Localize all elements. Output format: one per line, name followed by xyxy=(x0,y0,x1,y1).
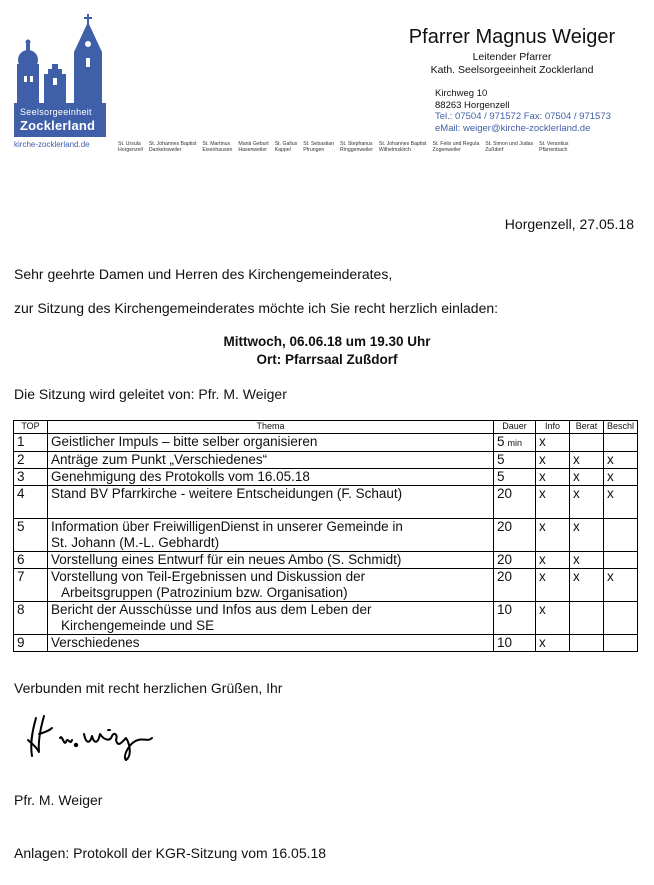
agenda-top: 1 xyxy=(14,434,48,452)
agenda-info: x xyxy=(536,635,570,652)
logo-wordmark xyxy=(14,103,106,137)
agenda-info: x xyxy=(536,602,570,635)
parish-item xyxy=(539,141,568,153)
signature-name: Pfr. M. Weiger xyxy=(14,792,103,808)
agenda-row xyxy=(14,635,638,652)
agenda-berat xyxy=(570,434,604,452)
agenda-thema xyxy=(48,552,494,569)
address-phone: Tel.: 07504 / 971572 Fax: 07504 / 971573 xyxy=(435,111,611,122)
parish-item xyxy=(118,141,143,153)
agenda-dauer xyxy=(494,486,536,519)
agenda-thema xyxy=(48,434,494,452)
agenda-thema xyxy=(48,519,494,552)
handwritten-signature xyxy=(26,712,156,762)
agenda-dauer xyxy=(494,452,536,469)
agenda-thema xyxy=(48,635,494,652)
closing-text: Verbunden mit recht herzlichen Grüßen, Ihr xyxy=(14,680,283,696)
parish-saint: Mariä Geburt xyxy=(238,141,269,147)
agenda-top: 9 xyxy=(14,635,48,652)
agenda-berat: x xyxy=(570,552,604,569)
header-thema: Thema xyxy=(48,421,494,434)
agenda-beschl xyxy=(604,434,638,452)
agenda-dauer-value: 20 xyxy=(497,486,513,501)
parish-item xyxy=(340,141,373,153)
agenda-thema xyxy=(48,452,494,469)
agenda-beschl: x xyxy=(604,452,638,469)
agenda-info: x xyxy=(536,552,570,569)
logo-line2: Zocklerland xyxy=(20,118,96,133)
parish-place: Ringgenweiler xyxy=(340,147,373,153)
agenda-beschl: x xyxy=(604,469,638,486)
parish-item xyxy=(379,141,427,153)
agenda-thema-line: Arbeitsgruppen (Patrozinium bzw. Organisation) xyxy=(61,585,348,600)
agenda-thema-line: Information über FreiwilligenDienst in unserer Gemeinde in xyxy=(51,519,403,534)
parish-saint: St. Stephanus xyxy=(340,141,373,147)
logo-url[interactable]: kirche-zocklerland.de xyxy=(14,140,90,149)
agenda-thema-line: Vorstellung von Teil-Ergebnissen und Diskussion der xyxy=(51,569,366,584)
agenda-thema-line: Geistlicher Impuls – bitte selber organisieren xyxy=(51,434,318,449)
agenda-info: x xyxy=(536,469,570,486)
agenda-dauer-value: 10 xyxy=(497,635,513,650)
agenda-row xyxy=(14,519,638,552)
address-email[interactable]: eMail: weiger@kirche-zocklerland.de xyxy=(435,122,591,134)
sender-name: Pfarrer Magnus Weiger xyxy=(408,26,616,48)
agenda-dauer-value: 5 xyxy=(497,434,505,449)
agenda-dauer-value: 5 xyxy=(497,452,505,467)
agenda-berat: x xyxy=(570,469,604,486)
agenda-dauer-value: 10 xyxy=(497,602,513,617)
agenda-dauer-value: 20 xyxy=(497,519,513,534)
address-street: Kirchweg 10 xyxy=(435,88,488,99)
agenda-top: 7 xyxy=(14,569,48,602)
parish-saint: St. Ursula xyxy=(118,141,141,147)
parish-item xyxy=(149,141,197,153)
agenda-header-row xyxy=(14,421,638,434)
agenda-info: x xyxy=(536,486,570,519)
agenda-body xyxy=(14,434,638,652)
agenda-top: 6 xyxy=(14,552,48,569)
agenda-dauer-value: 20 xyxy=(497,552,513,567)
agenda-dauer-value: 20 xyxy=(497,569,513,584)
agenda-thema xyxy=(48,569,494,602)
header-top: TOP xyxy=(14,421,48,434)
agenda-row xyxy=(14,434,638,452)
parish-place: Zußdorf xyxy=(485,147,504,153)
sender-role: Leitender Pfarrer xyxy=(472,51,552,63)
sender-unit: Kath. Seelsorgeeinheit Zocklerland xyxy=(430,64,594,76)
parish-place: Zogenweiler xyxy=(432,147,461,153)
parish-place: Horgenzell xyxy=(118,147,143,153)
agenda-row xyxy=(14,602,638,635)
agenda-top: 8 xyxy=(14,602,48,635)
agenda-dauer xyxy=(494,552,536,569)
meeting-time: Mittwoch, 06.06.18 um 19.30 Uhr xyxy=(223,334,431,349)
agenda-thema-line: Verschiedenes xyxy=(51,635,140,650)
agenda-dauer-unit: min xyxy=(507,438,523,448)
meeting-location: Ort: Pfarrsaal Zußdorf xyxy=(256,352,398,367)
intro-text: zur Sitzung des Kirchengemeinderates möchte ich Sie recht herzlich einladen: xyxy=(14,300,499,316)
agenda-beschl xyxy=(604,519,638,552)
agenda-thema-line: Genehmigung des Protokolls vom 16.05.18 xyxy=(51,469,310,484)
agenda-thema-line: Vorstellung eines Entwurf für ein neues Ambo (S. Schmidt) xyxy=(51,552,402,567)
logo xyxy=(14,14,109,149)
agenda-dauer xyxy=(494,434,536,452)
agenda-dauer xyxy=(494,569,536,602)
parish-place: Wilhelmskirch xyxy=(378,147,411,153)
letter-date: Horgenzell, 27.05.18 xyxy=(504,216,634,232)
parish-saint: St. Verantius xyxy=(539,141,569,147)
agenda-thema xyxy=(48,602,494,635)
agenda-berat: x xyxy=(570,452,604,469)
agenda-dauer xyxy=(494,519,536,552)
logo-line1: Seelsorgeeinheit xyxy=(20,107,92,117)
parish-saint: St. Felix und Regula xyxy=(432,141,480,147)
agenda-dauer xyxy=(494,635,536,652)
agenda-beschl xyxy=(604,602,638,635)
attachments-text: Anlagen: Protokoll der KGR-Sitzung vom 16.05.18 xyxy=(14,845,327,861)
parish-place: Pfärrenbach xyxy=(539,147,568,153)
agenda-row xyxy=(14,569,638,602)
parish-place: Danketsweiler xyxy=(148,147,182,153)
parish-list xyxy=(118,141,569,153)
parish-saint: St. Gallus xyxy=(274,141,298,147)
church-logo-icon xyxy=(14,14,106,104)
agenda-berat: x xyxy=(570,519,604,552)
parish-item xyxy=(433,141,480,153)
header-info: Info xyxy=(536,421,570,434)
parish-item xyxy=(303,141,334,153)
agenda-berat xyxy=(570,602,604,635)
sender-block xyxy=(392,26,632,76)
parish-item xyxy=(238,141,268,153)
agenda-thema-line: Anträge zum Punkt „Verschiedenes“ xyxy=(51,452,268,467)
address-city: 88263 Horgenzell xyxy=(435,99,510,111)
parish-item xyxy=(485,141,533,153)
agenda-row xyxy=(14,552,638,569)
agenda-berat: x xyxy=(570,486,604,519)
agenda-berat xyxy=(570,635,604,652)
agenda-dauer xyxy=(494,602,536,635)
agenda-info: x xyxy=(536,569,570,602)
agenda-thema-line: Kirchengemeinde und SE xyxy=(61,618,215,633)
sender-address xyxy=(435,88,611,134)
parish-saint: St. Martinus xyxy=(202,141,231,147)
agenda-thema-line: Stand BV Pfarrkirche - weitere Entscheidungen (F. Schaut) xyxy=(51,486,403,501)
agenda-top: 4 xyxy=(14,486,48,519)
parish-place: Hasenweiler xyxy=(238,147,267,153)
agenda-thema xyxy=(48,486,494,519)
agenda-info: x xyxy=(536,452,570,469)
header-dauer: Dauer xyxy=(494,421,536,434)
agenda-thema xyxy=(48,469,494,486)
parish-saint: St. Simon und Judas xyxy=(485,141,534,147)
header-berat: Berat xyxy=(570,421,604,434)
agenda-thema-line: St. Johann (M.-L. Gebhardt) xyxy=(51,535,220,550)
agenda-row xyxy=(14,486,638,519)
agenda-top: 2 xyxy=(14,452,48,469)
agenda-beschl: x xyxy=(604,486,638,519)
agenda-beschl: x xyxy=(604,569,638,602)
parish-saint: St. Johannes Baptist xyxy=(378,141,427,147)
agenda-thema-line: Bericht der Ausschüsse und Infos aus dem Leben der xyxy=(51,602,372,617)
agenda-dauer-value: 5 xyxy=(497,469,505,484)
agenda-top: 5 xyxy=(14,519,48,552)
agenda-info: x xyxy=(536,434,570,452)
parish-saint: St. Johannes Baptist xyxy=(148,141,197,147)
parish-item xyxy=(202,141,232,153)
salutation: Sehr geehrte Damen und Herren des Kirchengemeinderates, xyxy=(14,266,393,282)
parish-place: Eisenhausen xyxy=(202,147,233,153)
parish-saint: St. Sebastian xyxy=(303,141,335,147)
agenda-beschl xyxy=(604,635,638,652)
parish-place: Kappel xyxy=(274,147,291,153)
agenda-top: 3 xyxy=(14,469,48,486)
agenda-row xyxy=(14,452,638,469)
agenda-info: x xyxy=(536,519,570,552)
parish-item xyxy=(275,141,298,153)
agenda-beschl xyxy=(604,552,638,569)
parish-place: Pfrungen xyxy=(303,147,325,153)
agenda-table xyxy=(13,420,638,652)
agenda-row xyxy=(14,469,638,486)
agenda-dauer xyxy=(494,469,536,486)
agenda-berat: x xyxy=(570,569,604,602)
chair-text: Die Sitzung wird geleitet von: Pfr. M. Weiger xyxy=(14,386,287,402)
header-beschl: Beschl xyxy=(604,421,638,434)
